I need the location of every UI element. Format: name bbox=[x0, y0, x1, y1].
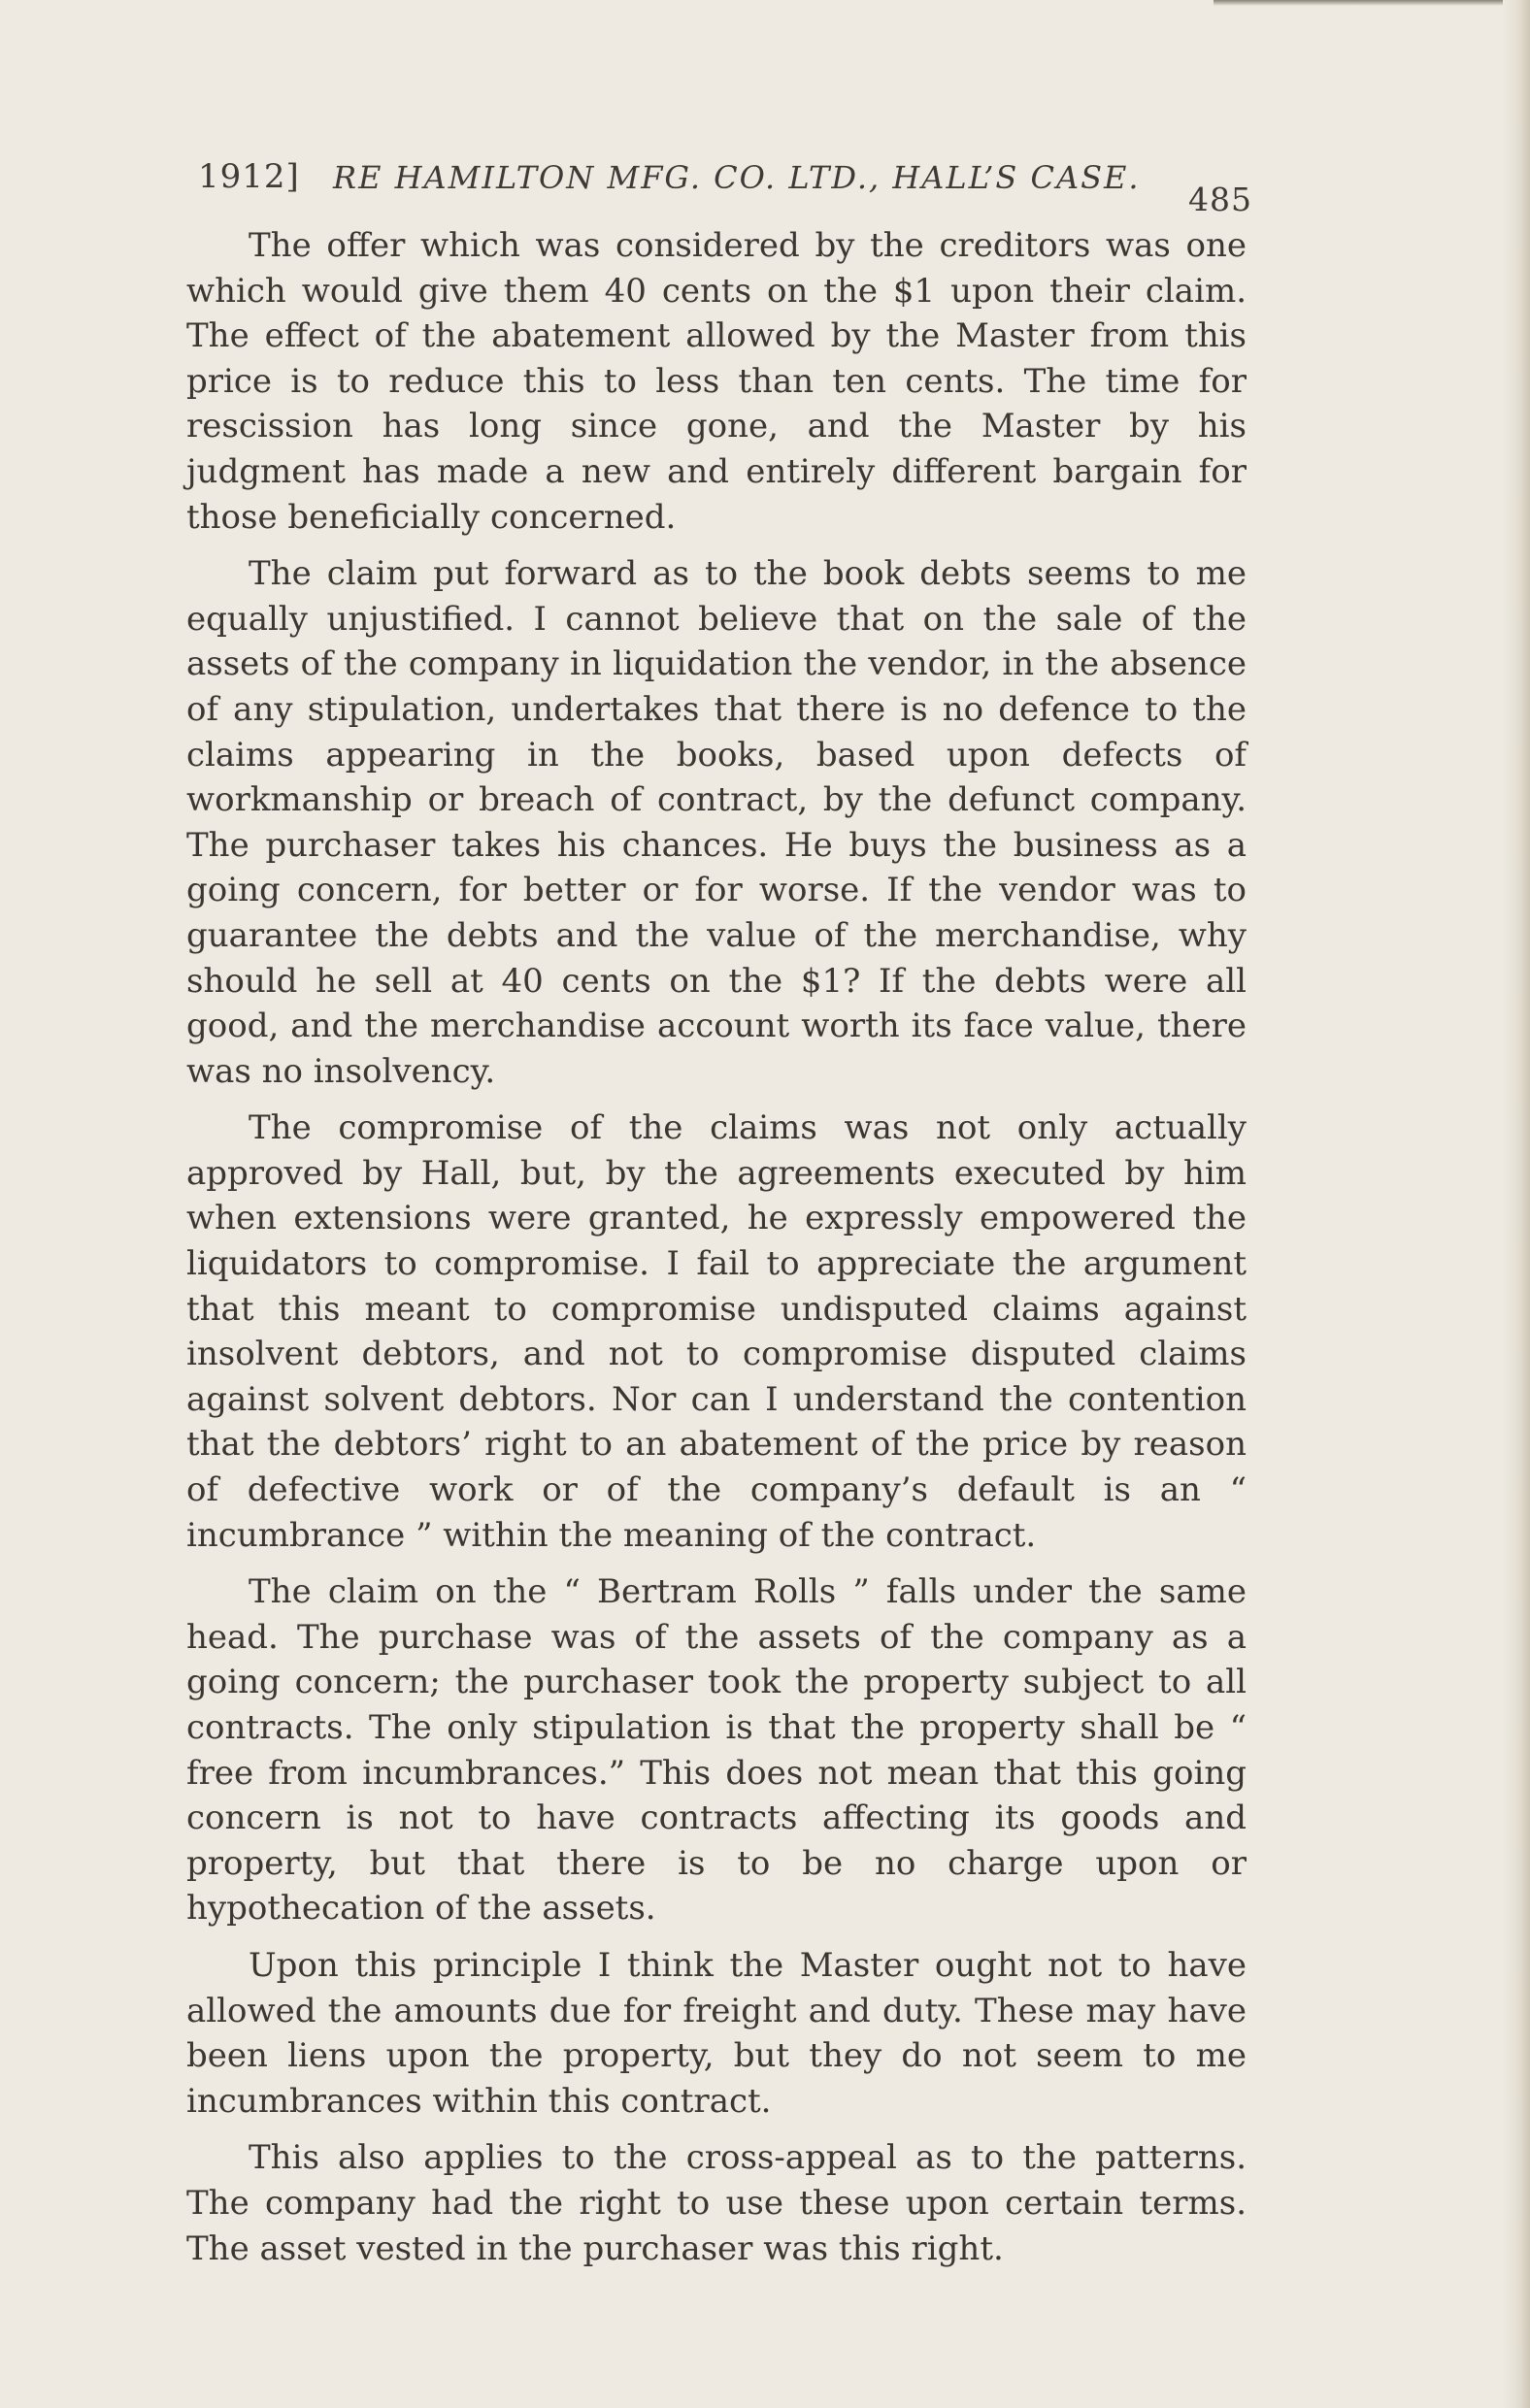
book-page bbox=[163, 146, 1252, 2283]
body-text bbox=[163, 223, 1247, 2271]
paragraph-bertram-rolls: The claim on the “ Bertram Rolls ” falls under the same head. The purchase was of the assets of the company as a going concern; the purchaser took the property subject to all contracts. The only stipulation is that the property shall be “ free from incumbrances.” This does not mean that this going concern is not to have contracts affecting its goods and property, but that there is to be no charge upon or hypothecation of the assets. bbox=[186, 1572, 1247, 1929]
running-head-year: 1912] bbox=[198, 157, 300, 196]
paragraph-compromise: The compromise of the claims was not only actually approved by Hall, but, by the agreements executed by him when extensions were granted, he expressly empowered the liquidators to compromise. I fail to appreciate the argument that this meant to compromise undisputed claims against insolvent debtors, and not to compromise disputed claims against solvent debtors. Nor can I understand the contention that the debtors’ right to an abatement of the price by reason of defective work or of the company’s default is an “ incumbrance ” within the meaning of the contract. bbox=[186, 1108, 1247, 1555]
paragraph-freight-duty: Upon this principle I think the Master ought not to have allowed the amounts due for freight and duty. These may have been liens upon the property, but they do not seem to me incumbrances within this contract. bbox=[186, 1945, 1247, 2121]
running-head-title: RE HAMILTON MFG. CO. LTD., HALL’S CASE. bbox=[333, 159, 1141, 196]
page-number: 485 bbox=[1188, 181, 1252, 218]
page-edge bbox=[1503, 0, 1530, 2408]
paragraph-book-debts: The claim put forward as to the book debts seems to me equally unjustified. I cannot believe that on the sale of the assets of the company in liquidation the vendor, in the absence of any stipulation, undertakes that there is no defence to the claims appearing in the books, based upon defects of workmanship or breach of contract, by the defunct company. The purchaser takes his chances. He buys the business as a going concern, for better or for worse. If the vendor was to guarantee the debts and the value of the merchandise, why should he sell at 40 cents on the $1? If the debts were all good, and the merchandise account worth its face value, there was no insolvency. bbox=[186, 554, 1247, 1091]
paragraph-offer: The offer which was considered by the creditors was one which would give them 40 cents on the $1 upon their claim. The effect of the abatement allowed by the Master from this price is to reduce this to less than ten cents. The time for rescission has long since gone, and the Master by his judgment has made a new and entirely different bargain for those beneficially concerned. bbox=[186, 226, 1247, 537]
page-top-shadow bbox=[1214, 0, 1530, 6]
paragraph-patterns: This also applies to the cross-appeal as to the patterns. The company had the right to use these upon certain terms. The asset vested in the purchaser was this right. bbox=[186, 2138, 1247, 2268]
running-head bbox=[163, 146, 1252, 218]
